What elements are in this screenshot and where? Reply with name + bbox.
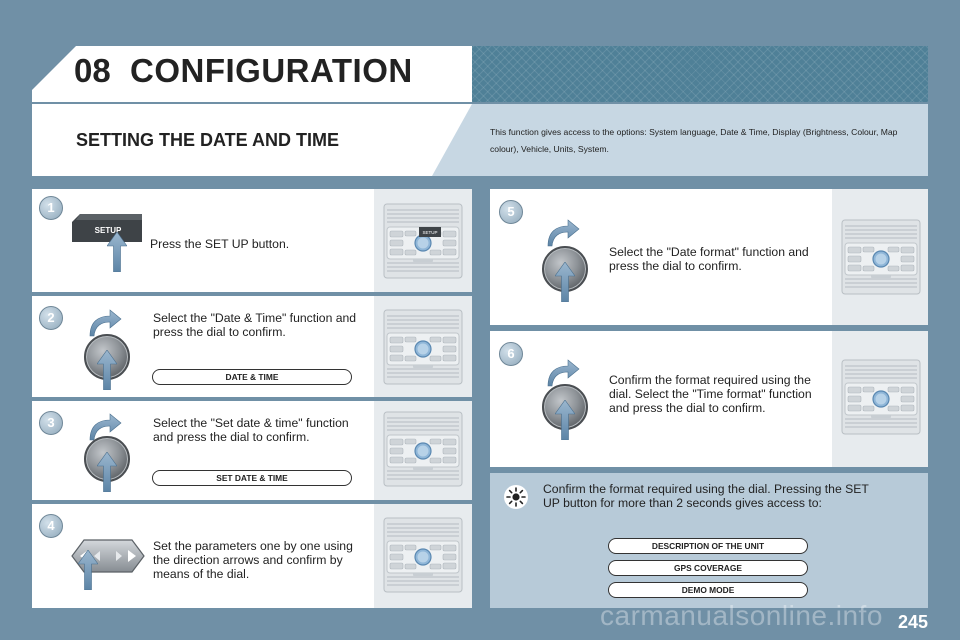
tip-text: Confirm the format required using the dial. Pressing the SET UP button for more than 2 seconds gives access to: — [543, 482, 869, 510]
svg-text:SETUP: SETUP — [422, 230, 438, 235]
up-arrow-icon — [97, 350, 117, 390]
sun-tip-icon — [503, 484, 529, 510]
page-number: 245 — [898, 612, 929, 632]
demo-mode-option: DEMO MODE — [608, 582, 808, 598]
radio-unit-icon — [383, 309, 463, 385]
section-title: SETTING THE DATE AND TIME — [76, 130, 339, 150]
step-3-text: Select the "Set date & time" function and press the dial to confirm. — [153, 416, 349, 444]
description-of-unit-option: DESCRIPTION OF THE UNIT — [608, 538, 808, 554]
intro-text: This function gives access to the options: System language, Date & Time, Display (Brightness, Colour, Map colour), Vehicle, Units, System. — [490, 127, 898, 154]
radio-unit-icon — [383, 517, 463, 593]
up-arrow-icon — [555, 262, 575, 302]
up-arrow-icon — [78, 550, 98, 590]
setup-button-label: SETUP — [94, 226, 122, 235]
step-2-badge: 2 — [39, 306, 63, 330]
up-arrow-icon — [97, 452, 117, 492]
up-arrow-icon — [555, 400, 575, 440]
step-6-badge: 6 — [499, 342, 523, 366]
step-5-text: Select the "Date format" function and press the dial to confirm. — [609, 245, 809, 273]
date-time-menu-label: DATE & TIME — [152, 369, 352, 385]
step-1-badge: 1 — [39, 196, 63, 220]
set-date-time-menu-label: SET DATE & TIME — [152, 470, 352, 486]
step-6-text: Confirm the format required using the dial. Select the "Time format" function and press the dial to confirm. — [609, 373, 812, 415]
step-3-badge: 3 — [39, 411, 63, 435]
step-4-badge: 4 — [39, 514, 63, 538]
step-4-text: Set the parameters one by one using the direction arrows and confirm by means of the dial. — [153, 539, 353, 581]
curved-arrow-icon — [546, 218, 580, 248]
page-title: CONFIGURATION — [130, 52, 413, 89]
step-5-badge: 5 — [499, 200, 523, 224]
step-2-text: Select the "Date & Time" function and press the dial to confirm. — [153, 311, 357, 339]
radio-unit-icon — [383, 411, 463, 487]
radio-unit-icon — [841, 219, 921, 295]
radio-unit-icon — [841, 359, 921, 435]
gps-coverage-option: GPS COVERAGE — [608, 560, 808, 576]
radio-unit-icon — [383, 203, 463, 279]
chapter-number: 08 — [74, 52, 111, 89]
step-1-text: Press the SET UP button. — [150, 237, 290, 251]
watermark: carmanualsonline.info — [600, 600, 883, 631]
header-pattern-band — [472, 46, 928, 102]
up-arrow-icon — [107, 232, 127, 272]
